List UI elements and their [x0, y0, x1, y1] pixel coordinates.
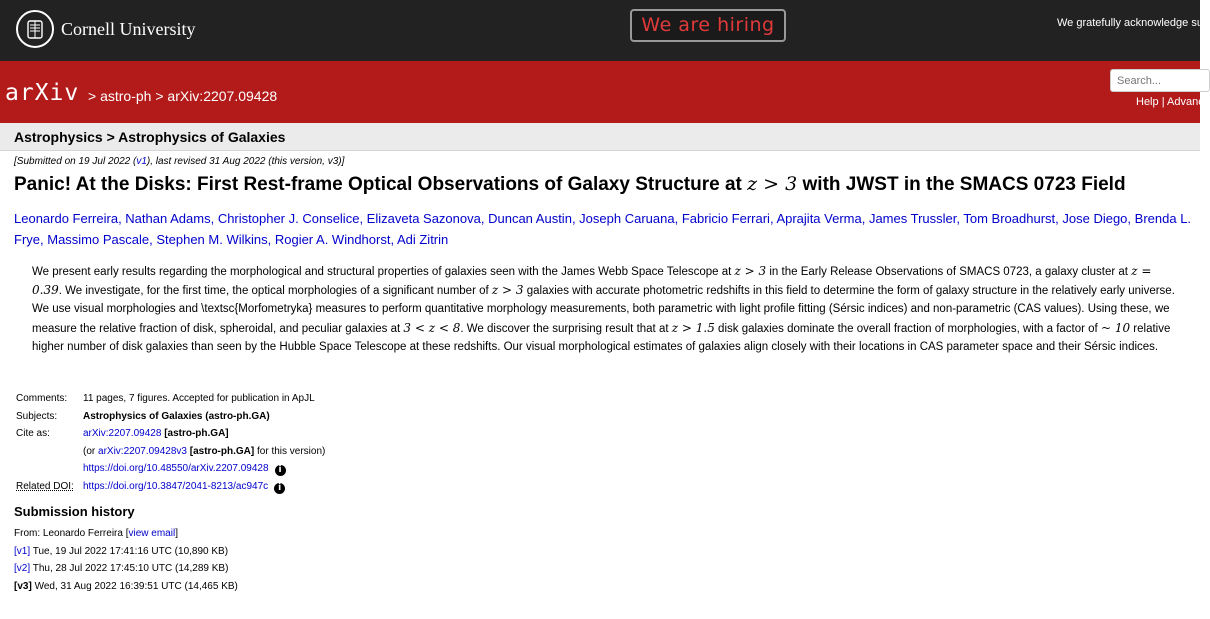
- cite-value: [83, 425, 229, 443]
- author-separator: ,: [674, 211, 682, 226]
- author-link[interactable]: Jose Diego: [1062, 211, 1128, 226]
- doi-link[interactable]: https://doi.org/10.48550/arXiv.2207.09428: [83, 463, 269, 475]
- abstract-text: . We discover the surprising result that at: [460, 322, 669, 335]
- author-link[interactable]: Massimo Pascale: [47, 232, 150, 247]
- info-icon[interactable]: i: [275, 465, 286, 476]
- author-link[interactable]: Elizaveta Sazonova: [366, 211, 481, 226]
- author-link[interactable]: Joseph Caruana: [579, 211, 675, 226]
- version-current-v3: [v3]: [14, 580, 32, 592]
- cite-version-value: [83, 443, 325, 461]
- author-link[interactable]: Adi Zitrin: [396, 232, 449, 247]
- acknowledgement-text: We gratefully acknowledge sup: [1057, 17, 1210, 29]
- abstract-math: 3 < z < 8: [403, 320, 461, 335]
- cornell-seal-icon[interactable]: [16, 10, 54, 48]
- subject-title: Astrophysics > Astrophysics of Galaxies: [14, 129, 286, 145]
- author-link[interactable]: James Trussler: [868, 211, 957, 226]
- author-separator: ,: [1127, 211, 1135, 226]
- breadcrumb: [88, 88, 277, 104]
- abstract-text: in the Early Release Observations of SMACS 0723, a galaxy cluster at: [769, 266, 1128, 278]
- help-link[interactable]: Help: [1136, 96, 1159, 108]
- abstract-math: z > 3: [734, 264, 767, 278]
- abstract-math: z > 1.5: [671, 320, 715, 335]
- author-separator: ,: [390, 232, 397, 247]
- author-link[interactable]: Aprajita Verma: [776, 211, 862, 226]
- title-text-start: Panic! At the Disks: First Rest-frame Optical Observations of Galaxy Structure at: [14, 174, 742, 195]
- abstract-math: z = 0.39: [32, 264, 1152, 298]
- view-email-link[interactable]: view email: [128, 528, 176, 539]
- version-info: Wed, 31 Aug 2022 16:39:51 UTC (14,465 KB): [34, 580, 238, 592]
- version-link-v1[interactable]: [v1]: [14, 545, 31, 557]
- author-separator: ,: [359, 211, 367, 226]
- abstract-text: galaxies with accurate photometric redshifts in this field to determine the form of galaxy structure in the relatively early universe. We use visual morphologies and \textsc{Morfometryka} measures to perform quantitative morphology measurements, both parametric with light profile fitting (Sérsic indices) and non-parametric (CAS values). Using these, we measure the relative fraction of disk, spheroidal, and peculiar galaxies at: [32, 285, 1175, 335]
- version-row: [14, 560, 238, 578]
- cite-version-link[interactable]: arXiv:2207.09428v3: [98, 445, 187, 457]
- author-link[interactable]: Brenda L. Frye: [14, 211, 1192, 247]
- submission-history-title: Submission history: [14, 504, 135, 519]
- abstract: [32, 262, 1182, 356]
- author-link[interactable]: Stephen M. Wilkins: [156, 232, 268, 247]
- related-doi-value: [83, 478, 285, 496]
- search-input[interactable]: [1110, 69, 1210, 92]
- abstract-math: z > 3: [491, 283, 524, 298]
- cite-version-prefix: (or: [83, 445, 96, 457]
- author-separator: ,: [267, 232, 275, 247]
- we-are-hiring-button[interactable]: We are hiring: [630, 9, 786, 42]
- cite-version-suffix: for this version): [257, 445, 326, 457]
- submitter-suffix: ]: [175, 528, 178, 539]
- author-separator: ,: [149, 232, 157, 247]
- title-math: z > 3: [747, 173, 798, 195]
- cornell-university-link[interactable]: Cornell University: [61, 19, 196, 39]
- author-link[interactable]: Nathan Adams: [125, 211, 211, 226]
- cite-category: [astro-ph.GA]: [164, 428, 229, 440]
- author-separator: ,: [1055, 211, 1063, 226]
- submitter-prefix: From: Leonardo Ferreira [: [14, 528, 129, 539]
- comments-label: Comments:: [16, 393, 68, 404]
- cite-version-category: [astro-ph.GA]: [189, 445, 255, 457]
- breadcrumb-separator: >: [155, 88, 164, 104]
- version-link-v2[interactable]: [v2]: [14, 563, 31, 574]
- author-separator: ,: [40, 232, 48, 247]
- arxiv-header: [0, 61, 1204, 123]
- abstract-text: disk galaxies dominate the overall fraction of morphologies, with a factor of: [718, 322, 1098, 335]
- author-separator: ,: [571, 211, 580, 226]
- advanced-search-link[interactable]: Advanc: [1167, 96, 1204, 108]
- author-separator: ,: [769, 211, 777, 226]
- comments-value: 11 pages, 7 figures. Accepted for publication in ApJL: [83, 393, 315, 404]
- cite-label: Cite as:: [16, 428, 50, 440]
- dateline-v1-link[interactable]: v1: [136, 156, 147, 167]
- version-row: [14, 543, 238, 561]
- submission-history: [14, 525, 238, 595]
- author-link[interactable]: Duncan Austin: [488, 211, 572, 226]
- author-separator: ,: [861, 211, 869, 226]
- dateline-prefix: [Submitted on 19 Jul 2022 (: [14, 156, 137, 167]
- abstract-math: ~ 10: [1100, 320, 1131, 335]
- abstract-text: relative higher number of disk galaxies than seen by the Hubble Space Telescope at these redshifts. Our visual morphological estimates of galaxies align closely with their locations in CAS parameter space and their Sérsic indices.: [32, 322, 1171, 353]
- version-info: Tue, 19 Jul 2022 17:41:16 UTC (10,890 KB): [32, 545, 229, 557]
- submitter-line: [14, 525, 238, 543]
- arxiv-logo[interactable]: arXiv: [5, 80, 80, 106]
- breadcrumb-paper-id: arXiv:2207.09428: [167, 88, 278, 104]
- doi-value: [83, 460, 286, 478]
- author-separator: ,: [118, 211, 126, 226]
- submission-dateline: [14, 156, 344, 167]
- related-doi-link[interactable]: https://doi.org/10.3847/2041-8213/ac947c: [83, 480, 269, 492]
- author-list: [14, 208, 1200, 250]
- breadcrumb-category-link[interactable]: astro-ph: [100, 88, 152, 104]
- info-icon[interactable]: i: [274, 483, 285, 494]
- author-link[interactable]: Rogier A. Windhorst: [274, 232, 391, 247]
- title-text-end: with JWST in the SMACS 0723 Field: [802, 174, 1126, 195]
- abstract-text: . We investigate, for the first time, the optical morphologies of a significant number of: [58, 285, 489, 298]
- related-doi-label: Related DOI:: [16, 480, 74, 492]
- author-separator: ,: [480, 211, 489, 226]
- subjects-label: Subjects:: [16, 410, 58, 422]
- paper-title: [14, 173, 1126, 196]
- cornell-topbar: [0, 0, 1210, 61]
- author-separator: ,: [956, 211, 964, 226]
- cite-id-link[interactable]: arXiv:2207.09428: [83, 428, 162, 440]
- author-link[interactable]: Leonardo Ferreira: [14, 211, 119, 226]
- breadcrumb-separator: >: [88, 88, 97, 104]
- help-links: [1136, 96, 1204, 108]
- subject-bar: [0, 123, 1200, 151]
- version-info: Thu, 28 Jul 2022 17:45:10 UTC (14,289 KB): [32, 563, 229, 574]
- version-row: [14, 578, 238, 596]
- dateline-suffix: ), last revised 31 Aug 2022 (this version, v3)]: [146, 156, 345, 167]
- author-separator: ,: [210, 211, 218, 226]
- subjects-value: Astrophysics of Galaxies (astro-ph.GA): [83, 410, 270, 422]
- author-link[interactable]: Tom Broadhurst: [963, 211, 1056, 226]
- help-separator: |: [1161, 96, 1165, 108]
- author-link[interactable]: Fabricio Ferrari: [681, 211, 770, 226]
- abstract-text: We present early results regarding the morphological and structural properties of galaxies seen with the James Webb Space Telescope at: [32, 266, 732, 278]
- author-link[interactable]: Christopher J. Conselice: [217, 211, 360, 226]
